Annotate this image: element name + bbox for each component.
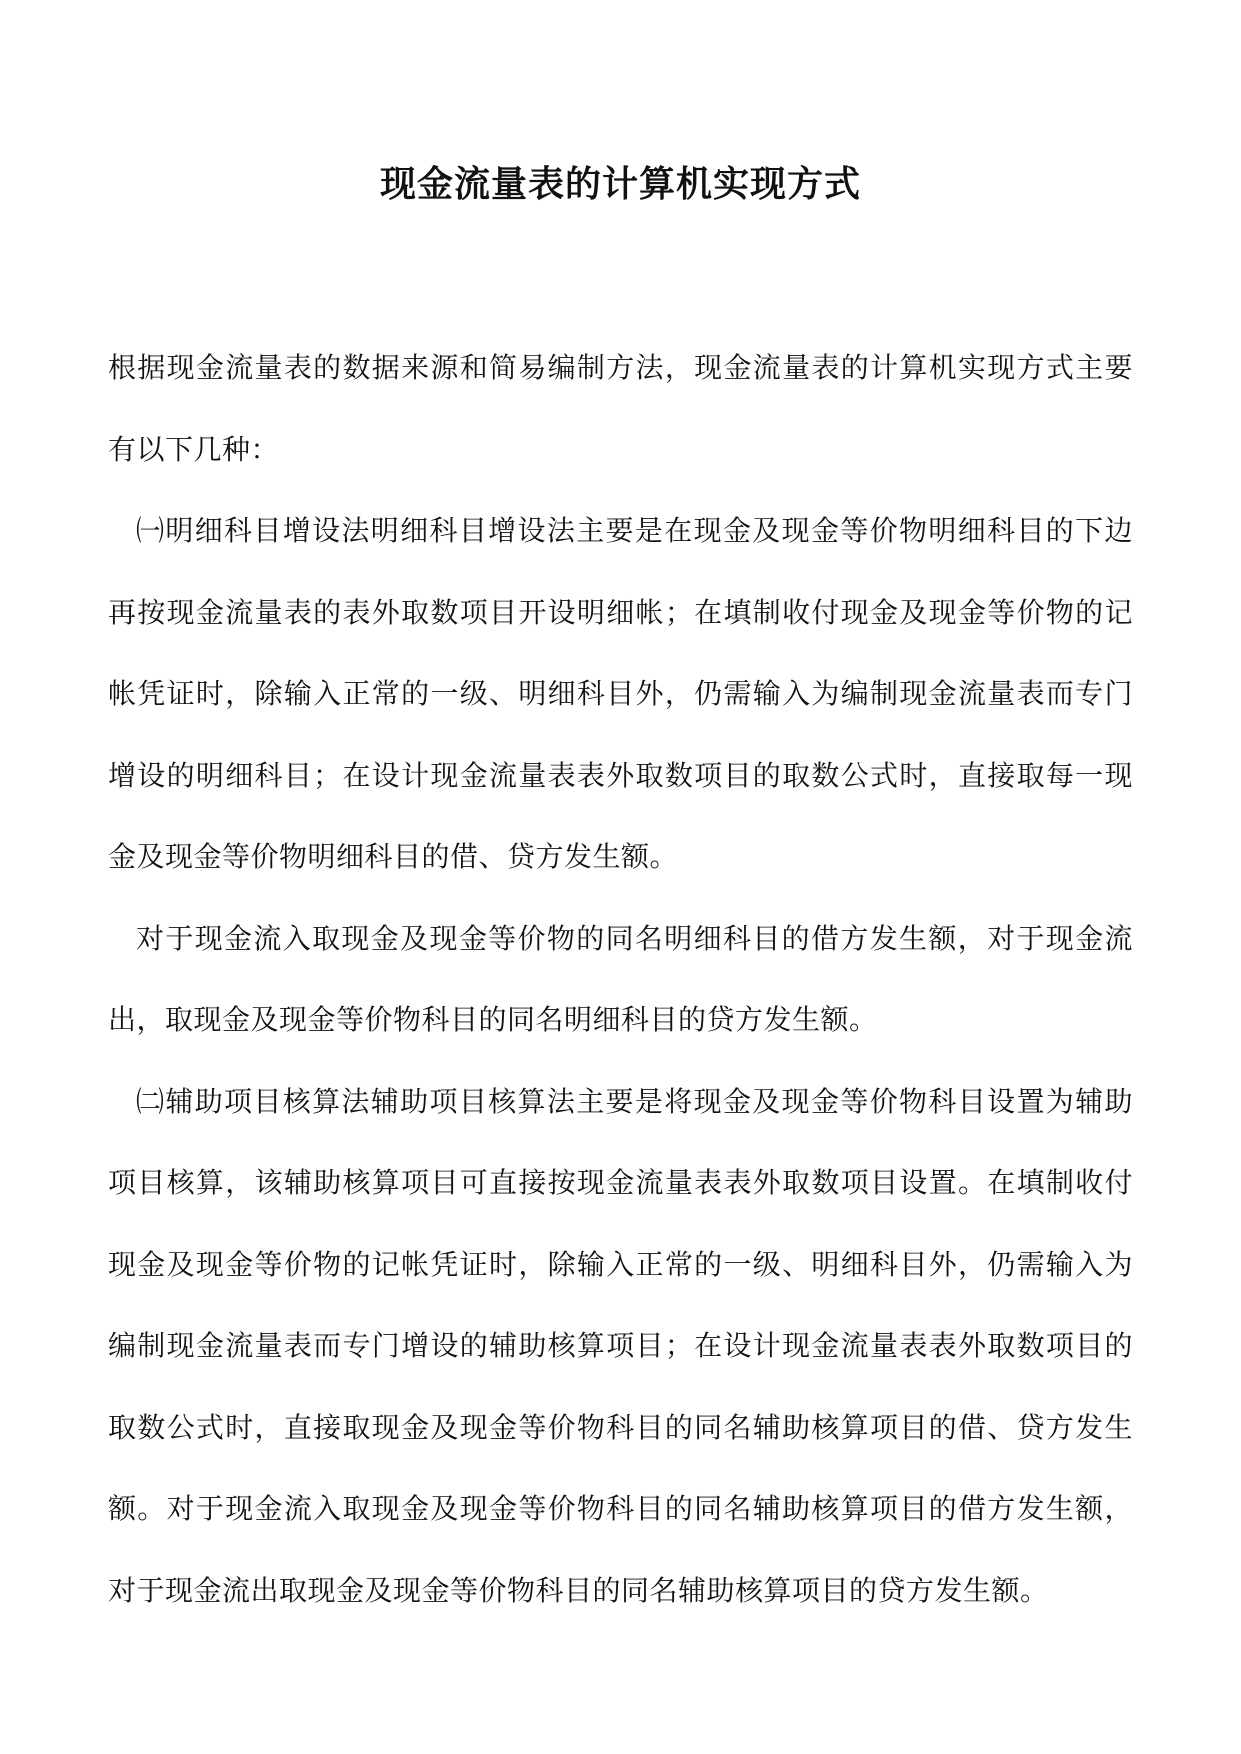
paragraph-method-1: ㈠明细科目增设法明细科目增设法主要是在现金及现金等价物明细科目的下边再按现金流量表的表外取数项目开设明细帐；在填制收付现金及现金等价物的记帐凭证时，除输入正常的一级、明细科目外，仍需输入为编制现金流量表而专门增设的明细科目；在设计现金流量表表外取数项目的取数公式时，直接取每一现金及现金等价物明细科目的借、贷方发生额。 [108,514,1133,873]
document-title: 现金流量表的计算机实现方式 [379,164,861,205]
document-body [108,327,1133,1631]
paragraph-method-1-detail: 对于现金流入取现金及现金等价物的同名明细科目的借方发生额，对于现金流出，取现金及现金等价物科目的同名明细科目的贷方发生额。 [108,921,1133,1036]
paragraph-intro: 根据现金流量表的数据来源和简易编制方法，现金流量表的计算机实现方式主要有以下几种： [108,351,1133,466]
paragraph-method-2: ㈡辅助项目核算法辅助项目核算法主要是将现金及现金等价物科目设置为辅助项目核算，该辅助核算项目可直接按现金流量表表外取数项目设置。在填制收付现金及现金等价物的记帐凭证时，除输入正常的一级、明细科目外，仍需输入为编制现金流量表而专门增设的辅助核算项目；在设计现金流量表表外取数项目的取数公式时，直接取现金及现金等价物科目的同名辅助核算项目的借、贷方发生额。对于现金流入取现金及现金等价物科目的同名辅助核算项目的借方发生额，对于现金流出取现金及现金等价物科目的同名辅助核算项目的贷方发生额。 [108,1084,1133,1607]
